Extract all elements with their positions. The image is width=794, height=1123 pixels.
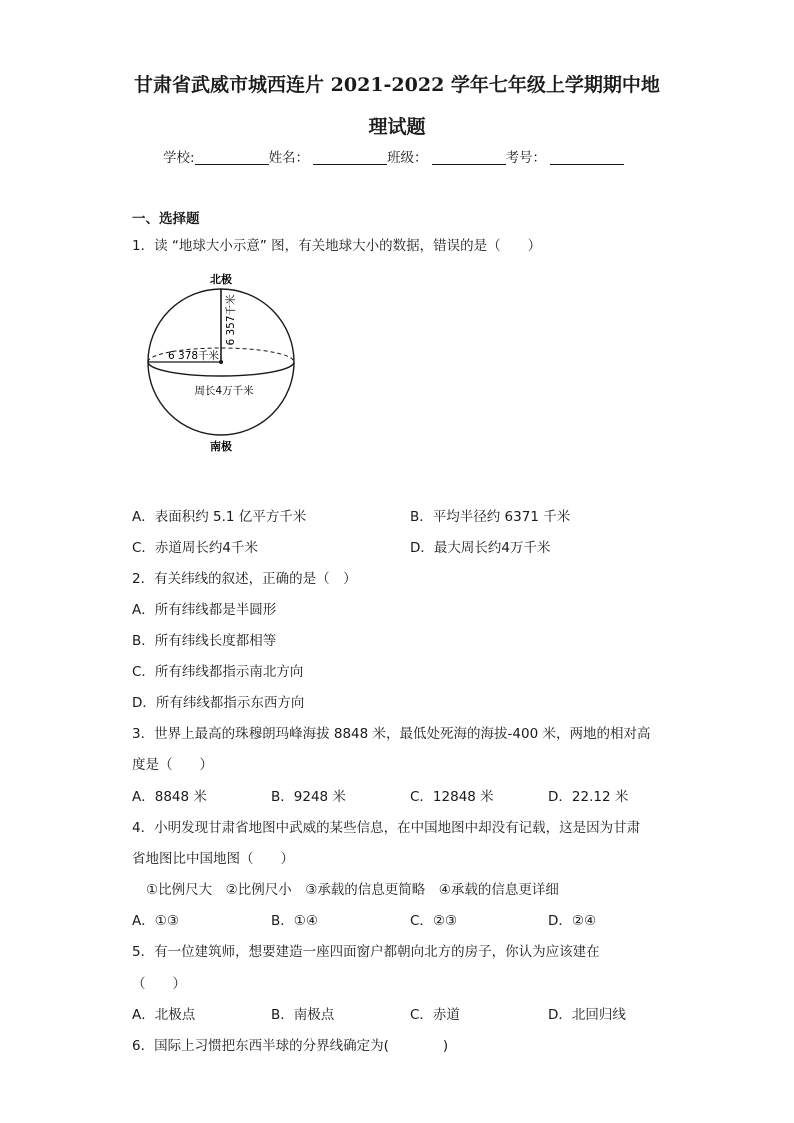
q4-stem-line2: 省地图比中国地图（ ） xyxy=(132,851,294,867)
q5-option-b[interactable]: B．南极点 xyxy=(271,1007,335,1023)
school-field[interactable] xyxy=(195,150,269,165)
q5-option-a[interactable]: A．北极点 xyxy=(132,1007,196,1023)
earth-center-dot xyxy=(219,360,223,364)
q1-option-c[interactable]: C．赤道周长约4千米 xyxy=(132,540,259,556)
equatorial-radius-label: 6 378千米 xyxy=(168,350,220,362)
name-field[interactable] xyxy=(313,150,387,165)
polar-radius-label: 6 357千米 xyxy=(225,294,237,346)
class-label: 班级： xyxy=(387,150,428,166)
q3-option-a[interactable]: A．8848 米 xyxy=(132,789,207,805)
name-label: 姓名： xyxy=(268,150,310,166)
circumference-label: 周长4万千米 xyxy=(194,385,254,397)
north-pole-label: 北极 xyxy=(210,273,232,286)
q2-stem: 2．有关纬线的叙述，正确的是（ ） xyxy=(132,571,357,587)
student-info-row xyxy=(163,146,624,166)
number-label: 考号： xyxy=(505,150,547,166)
q4-stem-line1: 4．小明发现甘肃省地图中武威的某些信息，在中国地图中却没有记载，这是因为甘肃 xyxy=(132,820,641,836)
q3-option-d[interactable]: D．22.12 米 xyxy=(548,789,629,805)
q4-option-b[interactable]: B．①④ xyxy=(271,913,318,929)
number-field[interactable] xyxy=(550,150,624,165)
q1-stem: 1．读 “地球大小示意” 图，有关地球大小的数据，错误的是（ ） xyxy=(132,238,542,254)
exam-title-line1: 甘肃省武威市城西连片 2021-2022 学年七年级上学期期中地 xyxy=(134,74,660,96)
q4-statements: ①比例尺大 ②比例尺小 ③承载的信息更简略 ④承载的信息更详细 xyxy=(146,882,559,898)
q6-stem: 6．国际上习惯把东西半球的分界线确定为( ) xyxy=(132,1038,449,1054)
q5-option-c[interactable]: C．赤道 xyxy=(410,1007,460,1023)
south-pole-label: 南极 xyxy=(210,440,232,453)
q4-option-d[interactable]: D．②④ xyxy=(548,913,597,929)
q2-option-a[interactable]: A．所有纬线都是半圆形 xyxy=(132,602,277,618)
q5-stem-line1: 5．有一位建筑师，想要建造一座四面窗户都朝向北方的房子，你认为应该建在 xyxy=(132,944,600,960)
q4-option-a[interactable]: A．①③ xyxy=(132,913,179,929)
q3-option-c[interactable]: C．12848 米 xyxy=(410,789,494,805)
q5-option-d[interactable]: D．北回归线 xyxy=(548,1007,626,1023)
q3-option-b[interactable]: B．9248 米 xyxy=(271,789,346,805)
q2-option-c[interactable]: C．所有纬线都指示南北方向 xyxy=(132,664,304,680)
section-heading: 一、选择题 xyxy=(132,211,200,227)
q3-stem-line1: 3．世界上最高的珠穆朗玛峰海拔 8848 米，最低处死海的海拔-400 米，两地的相对高 xyxy=(132,726,651,742)
equator-front xyxy=(148,362,294,376)
q5-stem-line2: （ ） xyxy=(132,976,186,992)
class-field[interactable] xyxy=(432,150,506,165)
earth-size-diagram xyxy=(140,266,300,458)
q4-option-c[interactable]: C．②③ xyxy=(410,913,458,929)
q3-stem-line2: 度是（ ） xyxy=(132,757,213,773)
q1-option-a[interactable]: A．表面积约 5.1 亿平方千米 xyxy=(132,509,307,525)
q2-option-b[interactable]: B．所有纬线长度都相等 xyxy=(132,633,277,649)
q2-option-d[interactable]: D．所有纬线都指示东西方向 xyxy=(132,695,305,711)
q1-option-d[interactable]: D．最大周长约4万千米 xyxy=(410,540,551,556)
q1-option-b[interactable]: B．平均半径约 6371 千米 xyxy=(410,509,571,525)
exam-title-line2: 理试题 xyxy=(368,116,426,138)
school-label: 学校: xyxy=(163,150,195,166)
